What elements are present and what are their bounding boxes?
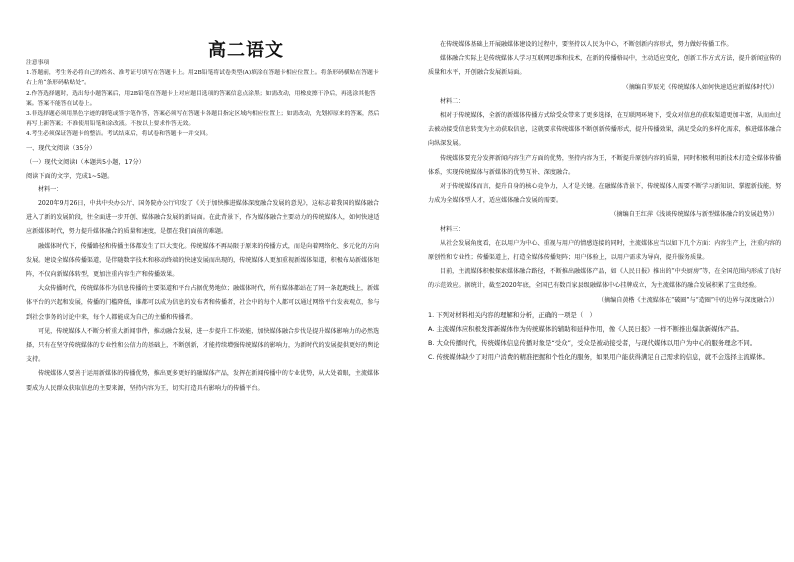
question-stem: 1. 下列对材料相关内容的理解和分析，正确的一项是（ ） (428, 310, 596, 319)
material-title: 材料一： (38, 185, 63, 193)
section-subheading: （一）现代文阅读Ⅰ（本题共5小题，17分） (26, 159, 145, 167)
paragraph: 在传统媒体基础上开展融媒体建设的过程中，要坚持以人民为中心，不断创新内容形式，努力做好传播工作。 (440, 41, 733, 48)
paragraph: 2020年9月26日，中共中央办公厅、国务院办公厅印发了《关于加快推进媒体深度融合发展的意见》，这标志着我国的媒体融合进入了新的发展阶段，往全面进一步开创、媒体融合发展的新局面。在此背景下，作为媒体融合主要动力的传统媒体人，如何快速适应新媒体时代，努力提升媒体融合的质量和速度，是摆在我们面前的难题。 (26, 200, 380, 236)
paragraph: 目前，主流媒体积极探索媒体融合路径，不断推出融媒体产品，如《人民日报》推出的“中央厨房”等，在全国范围内形成了良好的示范效应。据统计，截至2020年底，全国已有数百家县级融媒体中心挂牌成立，为主流媒体的融合发展积累了宝贵经验。 (428, 268, 782, 290)
left-column (26, 40, 382, 396)
paragraph: 传统媒体人要善于运用新媒体的传播优势，推出更多更好的融媒体产品，发挥在新闻传播中的专业优势，从大处着眼，主流媒体要成为人民群众获取信息的主要来源，坚持内容为王，切实打造具有影响力的传播平台。 (26, 370, 380, 392)
notice-block (26, 58, 382, 140)
notice-item: 4.考生必须保证答题卡的整洁。考试结束后，将试卷和答题卡一并交回。 (26, 131, 212, 138)
material-title: 材料三： (440, 225, 465, 233)
section-heading: 一、现代文阅读（35分） (26, 144, 96, 152)
option-a: A. 主流媒体应积极发挥新媒体作为传统媒体的辅助和延伸作用，像《人民日报》一样不断推出爆款新媒体产品。 (428, 325, 744, 334)
paragraph: 对于传统媒体而言，提升自身的核心竞争力，人才是关键。在融媒体背景下，传统媒体人需要不断学习新知识、掌握新技能，努力成为全媒体型人才，适应媒体融合发展的需要。 (428, 183, 782, 205)
notice-heading: 注意事项 (26, 60, 50, 66)
section-instruction: 阅读下面的文字，完成1~5题。 (26, 173, 114, 181)
notice-item: 2.作答选择题时，选出每小题答案后，用2B铅笔在答题卡上对应题目选项的答案信息点涂黑；如需改动，用橡皮擦干净后，再选涂其他答案。答案不能答在试卷上。 (26, 90, 376, 107)
notice-item: 1.答题前，考生务必将自己的姓名、准考证号填写在答题卡上。用2B铅笔将试卷类型(A)填涂在答题卡相应位置上。将条形码横贴在答题卡右上角“条形码粘贴处”。 (26, 70, 379, 87)
option-c: C. 传统媒体缺少了对用户消费的精准把握和个性化的服务，如果用户能获得满足自己需求的信息，就不会选择主流媒体。 (428, 353, 769, 362)
paragraph: 大众传播时代，传统媒体作为信息传播的主要渠道和平台占据优势地位；融媒体时代，所有媒体都站在了同一条起跑线上，新媒体平台的兴起和发展，传播的门槛降低，谁都可以成为信息的发布者和传播者，社会中的每个人都可以通过网络平台发表观点，参与到社会事务的讨论中来，每个人都能成为自己的主播和传播者。 (26, 285, 380, 321)
notice-item: 3.非选择题必须用黑色字迹的钢笔或签字笔作答，答案必须写在答题卡各题目指定区域内相应位置上；如需改动，先划掉原来的答案，然后再写上新答案；不准使用铅笔和涂改液。不按以上要求作答无效。 (26, 111, 380, 128)
citation: （摘编自罗辰光《传统媒体人如何快速适应新媒体时代》） (622, 83, 778, 91)
citation: （摘编自黄楷《主流媒体在“破圈”与“造圈”中的边界与深度融合》） (597, 296, 778, 304)
right-column (428, 38, 784, 365)
paragraph: 媒体融合实际上是传统媒体人学习互联网思维和技术，在新的传播格局中，主动适应变化，创新工作方式方法，提升新闻宣传的质量和水平，开创融合发展新局面。 (428, 55, 782, 77)
material-title: 材料二： (440, 97, 465, 105)
paragraph: 可见，传统媒体人不断分析重大新闻事件，推动融合发展，进一步提升工作效能，加快媒体融合步伐是提升媒体影响力的必然选择，只有在坚守传统媒体的专业性和公信力的基础上，不断创新，才能持续增强传统媒体的影响力，为新时代的发展提供更好的舆论支持。 (26, 327, 380, 364)
paragraph: 从社会发展角度看，在以用户为中心、重视与用户的情感连接的同时，主流媒体应当以如下几个方面：内容生产上，注重内容的原创性和专业性；传播渠道上，打造全媒体传播矩阵；用户体验上，以用户需求为导向，提升服务质量。 (428, 239, 782, 262)
paragraph: 传统媒体要充分发挥新闻内容生产方面的优势，坚持内容为王，不断提升原创内容的质量，同时积极利用新技术打造全媒体传播体系，实现传统媒体与新媒体的优势互补、深度融合。 (428, 154, 782, 176)
citation: （摘编自王红萍《浅谈传统媒体与新型媒体融合的发展趋势》） (610, 211, 778, 219)
option-b: B. 大众传播时代，传统媒体信息传播对象是“受众”，受众是被动接受者，与现代媒体以用户为中心的服务理念不同。 (428, 339, 757, 348)
paragraph: 融媒体时代下，传播路径和传播主体都发生了巨大变化。传统媒体不再局限于原来的传播方式，而是向着网络化、多元化的方向发展。建设全媒体传播渠道，是伴随数字技术和移动终端的快速发展而出现的，传统媒体人更加重视新媒体渠道，积极布局新媒体矩阵，不仅向新媒体转型，更加注重内容生产和传播效果。 (26, 242, 380, 279)
page-title: 高二语文 (208, 40, 284, 61)
paragraph: 相对于传统媒体，全新的新媒体传播方式给受众带来了更多选择，在互联网环境下，受众对信息的获取渠道更加丰富，从而由过去被动接受信息转变为主动获取信息，这就要求传统媒体不断创新传播形式，提升传播效果，满足受众的多样化需求，推进媒体融合向纵深发展。 (428, 112, 782, 148)
